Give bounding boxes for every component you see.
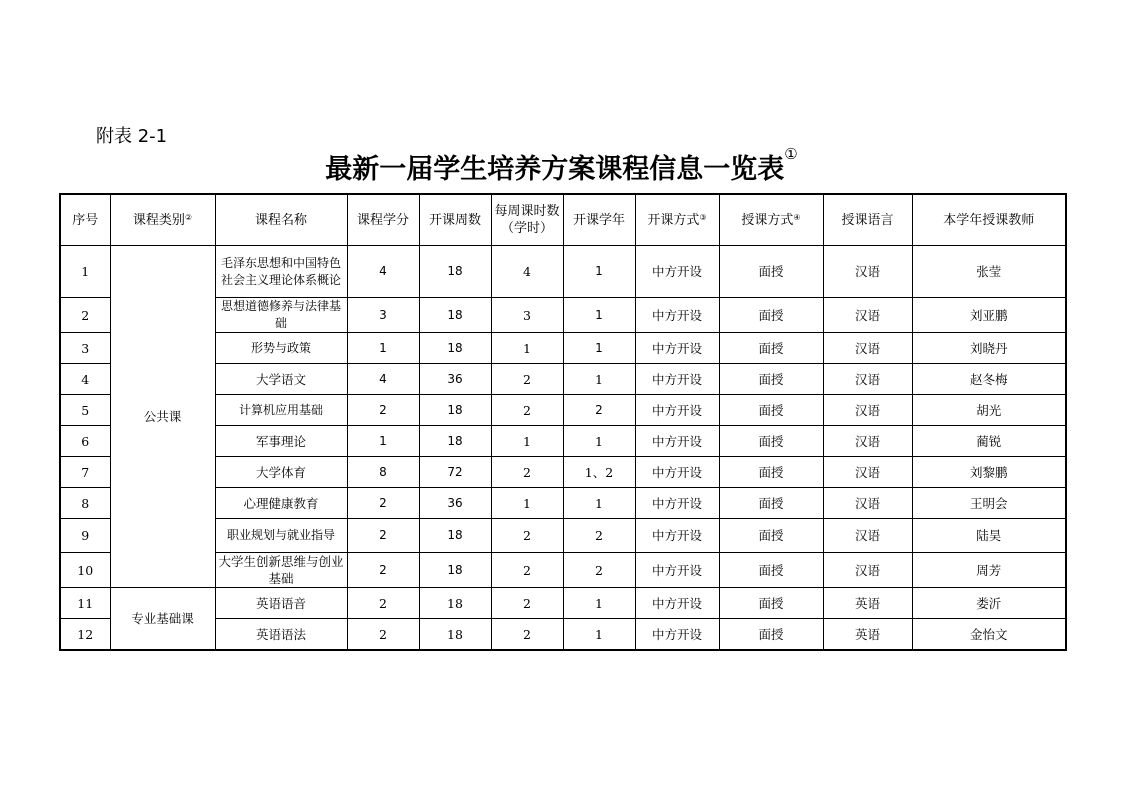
header-mode [635, 194, 719, 246]
header-name: 课程名称 [215, 194, 347, 246]
cell-mode: 中方开设 [635, 333, 719, 364]
cell-course-name: 军事理论 [215, 426, 347, 457]
header-category-mark: ② [184, 212, 193, 222]
cell-weeks: 18 [419, 553, 491, 588]
cell-teaching: 面授 [719, 488, 823, 519]
cell-teaching: 面授 [719, 395, 823, 426]
cell-hours: 1 [491, 333, 563, 364]
cell-teacher: 金怡文 [912, 619, 1066, 651]
cell-credits: 2 [347, 588, 419, 619]
cell-teacher: 蔺锐 [912, 426, 1066, 457]
cell-index: 8 [60, 488, 110, 519]
cell-index: 12 [60, 619, 110, 651]
header-weeks: 开课周数 [419, 194, 491, 246]
cell-year: 2 [563, 519, 635, 553]
cell-year: 1 [563, 426, 635, 457]
cell-course-name: 大学语文 [215, 364, 347, 395]
cell-weeks: 18 [419, 298, 491, 333]
cell-weeks: 18 [419, 426, 491, 457]
cell-index: 9 [60, 519, 110, 553]
title-footnote-mark: ① [784, 145, 798, 163]
cell-year: 1 [563, 588, 635, 619]
cell-teaching: 面授 [719, 553, 823, 588]
cell-credits: 4 [347, 364, 419, 395]
cell-index: 2 [60, 298, 110, 333]
cell-credits: 2 [347, 395, 419, 426]
header-language: 授课语言 [823, 194, 912, 246]
cell-teacher: 周芳 [912, 553, 1066, 588]
cell-teacher: 赵冬梅 [912, 364, 1066, 395]
header-category [110, 194, 215, 246]
cell-year: 1、2 [563, 457, 635, 488]
cell-language: 汉语 [823, 426, 912, 457]
cell-weeks: 72 [419, 457, 491, 488]
cell-mode: 中方开设 [635, 426, 719, 457]
cell-hours: 2 [491, 519, 563, 553]
cell-weeks: 18 [419, 619, 491, 651]
header-mode-label: 开课方式 [647, 212, 700, 228]
cell-language: 汉语 [823, 333, 912, 364]
cell-hours: 2 [491, 553, 563, 588]
document-title [0, 147, 1123, 186]
cell-credits: 2 [347, 553, 419, 588]
header-teaching-label: 授课方式 [741, 212, 794, 228]
cell-year: 2 [563, 395, 635, 426]
header-index: 序号 [60, 194, 110, 246]
cell-teaching: 面授 [719, 426, 823, 457]
cell-mode: 中方开设 [635, 488, 719, 519]
cell-language: 汉语 [823, 298, 912, 333]
cell-teacher: 刘晓丹 [912, 333, 1066, 364]
header-teaching [719, 194, 823, 246]
cell-language: 汉语 [823, 519, 912, 553]
cell-language: 汉语 [823, 488, 912, 519]
cell-language: 英语 [823, 588, 912, 619]
cell-teacher: 张莹 [912, 246, 1066, 298]
cell-index: 6 [60, 426, 110, 457]
cell-teacher: 陆昊 [912, 519, 1066, 553]
cell-weeks: 18 [419, 246, 491, 298]
cell-year: 1 [563, 246, 635, 298]
cell-hours: 2 [491, 395, 563, 426]
cell-language: 汉语 [823, 364, 912, 395]
cell-year: 2 [563, 553, 635, 588]
cell-teacher: 娄沂 [912, 588, 1066, 619]
cell-credits: 2 [347, 619, 419, 651]
cell-year: 1 [563, 333, 635, 364]
cell-weeks: 18 [419, 588, 491, 619]
cell-index: 1 [60, 246, 110, 298]
cell-course-name: 大学生创新思维与创业基础 [215, 553, 347, 588]
header-row [60, 194, 1066, 246]
cell-category: 公共课 [110, 246, 215, 588]
header-credits: 课程学分 [347, 194, 419, 246]
cell-mode: 中方开设 [635, 395, 719, 426]
cell-course-name: 心理健康教育 [215, 488, 347, 519]
header-hours: 每周课时数（学时） [491, 194, 563, 246]
cell-index: 7 [60, 457, 110, 488]
cell-weeks: 18 [419, 519, 491, 553]
header-teacher: 本学年授课教师 [912, 194, 1066, 246]
cell-credits: 1 [347, 333, 419, 364]
cell-index: 11 [60, 588, 110, 619]
cell-mode: 中方开设 [635, 246, 719, 298]
cell-year: 1 [563, 619, 635, 651]
cell-year: 1 [563, 488, 635, 519]
appendix-label: 附表 2-1 [96, 126, 168, 147]
cell-hours: 1 [491, 426, 563, 457]
cell-mode: 中方开设 [635, 553, 719, 588]
cell-credits: 8 [347, 457, 419, 488]
cell-teacher: 王明会 [912, 488, 1066, 519]
cell-hours: 2 [491, 619, 563, 651]
cell-index: 3 [60, 333, 110, 364]
cell-language: 汉语 [823, 395, 912, 426]
cell-course-name: 大学体育 [215, 457, 347, 488]
cell-course-name: 思想道德修养与法律基础 [215, 298, 347, 333]
cell-teaching: 面授 [719, 246, 823, 298]
course-info-table [59, 193, 1067, 651]
cell-teaching: 面授 [719, 333, 823, 364]
header-mode-mark: ③ [699, 212, 707, 222]
cell-teaching: 面授 [719, 519, 823, 553]
cell-weeks: 36 [419, 364, 491, 395]
cell-course-name: 英语语法 [215, 619, 347, 651]
cell-hours: 2 [491, 588, 563, 619]
cell-teacher: 胡光 [912, 395, 1066, 426]
cell-category: 专业基础课 [110, 588, 215, 651]
cell-weeks: 18 [419, 333, 491, 364]
header-year: 开课学年 [563, 194, 635, 246]
cell-index: 10 [60, 553, 110, 588]
cell-year: 1 [563, 298, 635, 333]
cell-language: 英语 [823, 619, 912, 651]
cell-credits: 1 [347, 426, 419, 457]
header-category-label: 课程类别 [132, 212, 185, 228]
cell-teaching: 面授 [719, 298, 823, 333]
cell-hours: 2 [491, 457, 563, 488]
cell-mode: 中方开设 [635, 364, 719, 395]
cell-teaching: 面授 [719, 364, 823, 395]
cell-teaching: 面授 [719, 457, 823, 488]
cell-mode: 中方开设 [635, 588, 719, 619]
cell-hours: 4 [491, 246, 563, 298]
cell-teaching: 面授 [719, 619, 823, 651]
cell-language: 汉语 [823, 457, 912, 488]
cell-credits: 2 [347, 488, 419, 519]
cell-credits: 2 [347, 519, 419, 553]
cell-course-name: 职业规划与就业指导 [215, 519, 347, 553]
table-row [60, 588, 1066, 619]
cell-course-name: 形势与政策 [215, 333, 347, 364]
title-text: 最新一届学生培养方案课程信息一览表 [325, 154, 785, 185]
cell-index: 5 [60, 395, 110, 426]
cell-weeks: 18 [419, 395, 491, 426]
cell-course-name: 计算机应用基础 [215, 395, 347, 426]
cell-index: 4 [60, 364, 110, 395]
table-row [60, 246, 1066, 298]
cell-hours: 1 [491, 488, 563, 519]
cell-hours: 2 [491, 364, 563, 395]
cell-credits: 3 [347, 298, 419, 333]
cell-language: 汉语 [823, 246, 912, 298]
cell-teacher: 刘亚鹏 [912, 298, 1066, 333]
cell-year: 1 [563, 364, 635, 395]
cell-mode: 中方开设 [635, 457, 719, 488]
cell-weeks: 36 [419, 488, 491, 519]
cell-mode: 中方开设 [635, 519, 719, 553]
cell-hours: 3 [491, 298, 563, 333]
cell-course-name: 英语语音 [215, 588, 347, 619]
cell-mode: 中方开设 [635, 619, 719, 651]
cell-course-name: 毛泽东思想和中国特色社会主义理论体系概论 [215, 246, 347, 298]
cell-teacher: 刘黎鹏 [912, 457, 1066, 488]
cell-mode: 中方开设 [635, 298, 719, 333]
cell-language: 汉语 [823, 553, 912, 588]
cell-credits: 4 [347, 246, 419, 298]
header-teaching-mark: ④ [793, 212, 801, 222]
cell-teaching: 面授 [719, 588, 823, 619]
